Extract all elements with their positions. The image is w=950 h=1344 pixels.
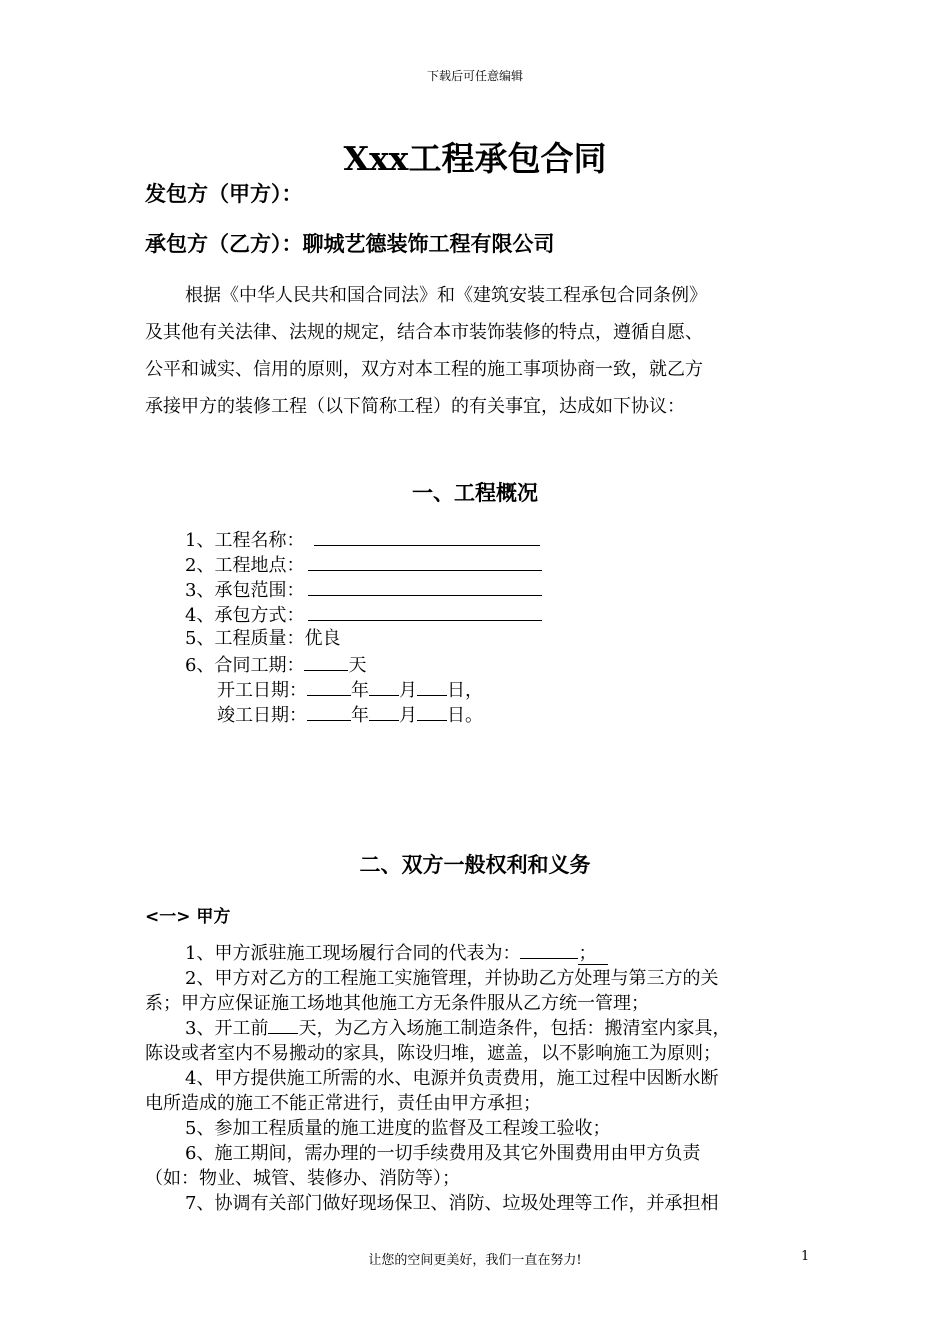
intro-line-4: 承接甲方的装修工程（以下简称工程）的有关事宜，达成如下协议： [145, 396, 685, 417]
document-title: Xxx工程承包合同 [343, 139, 607, 178]
obligation-3-prefix: 3、开工前 [185, 1018, 269, 1039]
month-label: 月 [399, 680, 417, 701]
day-label: 日， [447, 680, 483, 701]
blank-line [307, 677, 351, 696]
overview-item-location [185, 552, 542, 576]
start-date-label: 开工日期： [217, 680, 307, 701]
obligation-4-line-2: 电所造成的施工不能正常进行，责任由甲方承担； [145, 1093, 541, 1114]
blank-line [314, 527, 540, 546]
quality-value: 优良 [304, 628, 341, 649]
overview-label: 6、合同工期： [185, 655, 305, 676]
overview-label: 3、承包范围： [185, 580, 305, 601]
section-1-heading: 一、工程概况 [412, 481, 538, 505]
obligation-7-line-1: 7、协调有关部门做好现场保卫、消防、垃圾处理等工作，并承担相 [185, 1193, 719, 1214]
obligation-6-line-1: 6、施工期间，需办理的一切手续费用及其它外围费用由甲方负责 [185, 1143, 701, 1164]
intro-line-1: 根据《中华人民共和国合同法》和《建筑安装工程承包合同条例》 [185, 285, 707, 306]
obligation-3-suffix: 天，为乙方入场施工制造条件，包括：搬清室内家具， [298, 1018, 731, 1039]
overview-item-quality [185, 627, 340, 651]
overview-label: 2、工程地点： [185, 555, 305, 576]
obligation-6-line-2: （如：物业、城管、装修办、消防等）； [145, 1168, 460, 1189]
start-date-line [217, 677, 483, 701]
year-label: 年 [351, 680, 369, 701]
obligation-1-text: 1、甲方派驻施工现场履行合同的代表为： [185, 943, 521, 964]
overview-item-scope [185, 577, 542, 601]
blank-line [520, 940, 578, 959]
subsection-party-a: <一> 甲方 [145, 907, 231, 927]
party-a-line: 发包方（甲方）： [145, 182, 303, 206]
blank-line [304, 652, 348, 671]
obligation-1 [185, 939, 608, 965]
obligation-2-line-1: 2、甲方对乙方的工程施工实施管理，并协助乙方处理与第三方的关 [185, 968, 719, 989]
page-number: 1 [801, 1249, 810, 1264]
blank-line [308, 552, 542, 571]
overview-item-name [185, 527, 540, 551]
blank-line [417, 702, 447, 721]
blank-line [308, 602, 542, 621]
overview-label: 1、工程名称： [185, 530, 305, 551]
blank-line [369, 677, 399, 696]
period-unit: 天 [348, 655, 367, 676]
blank-line [369, 702, 399, 721]
year-label: 年 [351, 705, 369, 726]
obligation-4-line-1: 4、甲方提供施工所需的水、电源并负责费用，施工过程中因断水断 [185, 1068, 719, 1089]
obligation-2-line-2: 系；甲方应保证施工场地其他施工方无条件服从乙方统一管理； [145, 993, 649, 1014]
section-2-heading: 二、双方一般权利和义务 [359, 853, 591, 877]
blank-line [307, 702, 351, 721]
obligation-3-line-2: 陈设或者室内不易搬动的家具，陈设归堆，遮盖，以不影响施工为原则； [145, 1043, 721, 1064]
obligation-3-line-1 [185, 1014, 730, 1040]
month-label: 月 [399, 705, 417, 726]
obligation-5: 5、参加工程质量的施工进度的监督及工程竣工验收； [185, 1118, 611, 1139]
page-footer: 让您的空间更美好，我们一直在努力! [368, 1253, 582, 1268]
intro-line-3: 公平和诚实、信用的原则，双方对本工程的施工事项协商一致，就乙方 [145, 359, 703, 380]
blank-line [308, 577, 542, 596]
end-date-line [217, 702, 483, 726]
party-b-line: 承包方（乙方）：聊城艺德装饰工程有限公司 [145, 232, 555, 256]
blank-line [417, 677, 447, 696]
intro-line-2: 及其他有关法律、法规的规定，结合本市装饰装修的特点，遵循自愿、 [145, 322, 703, 343]
overview-label: 5、工程质量： [185, 628, 305, 649]
overview-item-period [185, 652, 366, 676]
page-header: 下载后可任意编辑 [426, 69, 523, 83]
blank-line [268, 1015, 298, 1034]
rep-suffix: ； [578, 943, 608, 965]
day-label: 日。 [447, 705, 483, 726]
overview-item-method [185, 602, 542, 626]
end-date-label: 竣工日期： [217, 705, 307, 726]
overview-label: 4、承包方式： [185, 605, 305, 626]
